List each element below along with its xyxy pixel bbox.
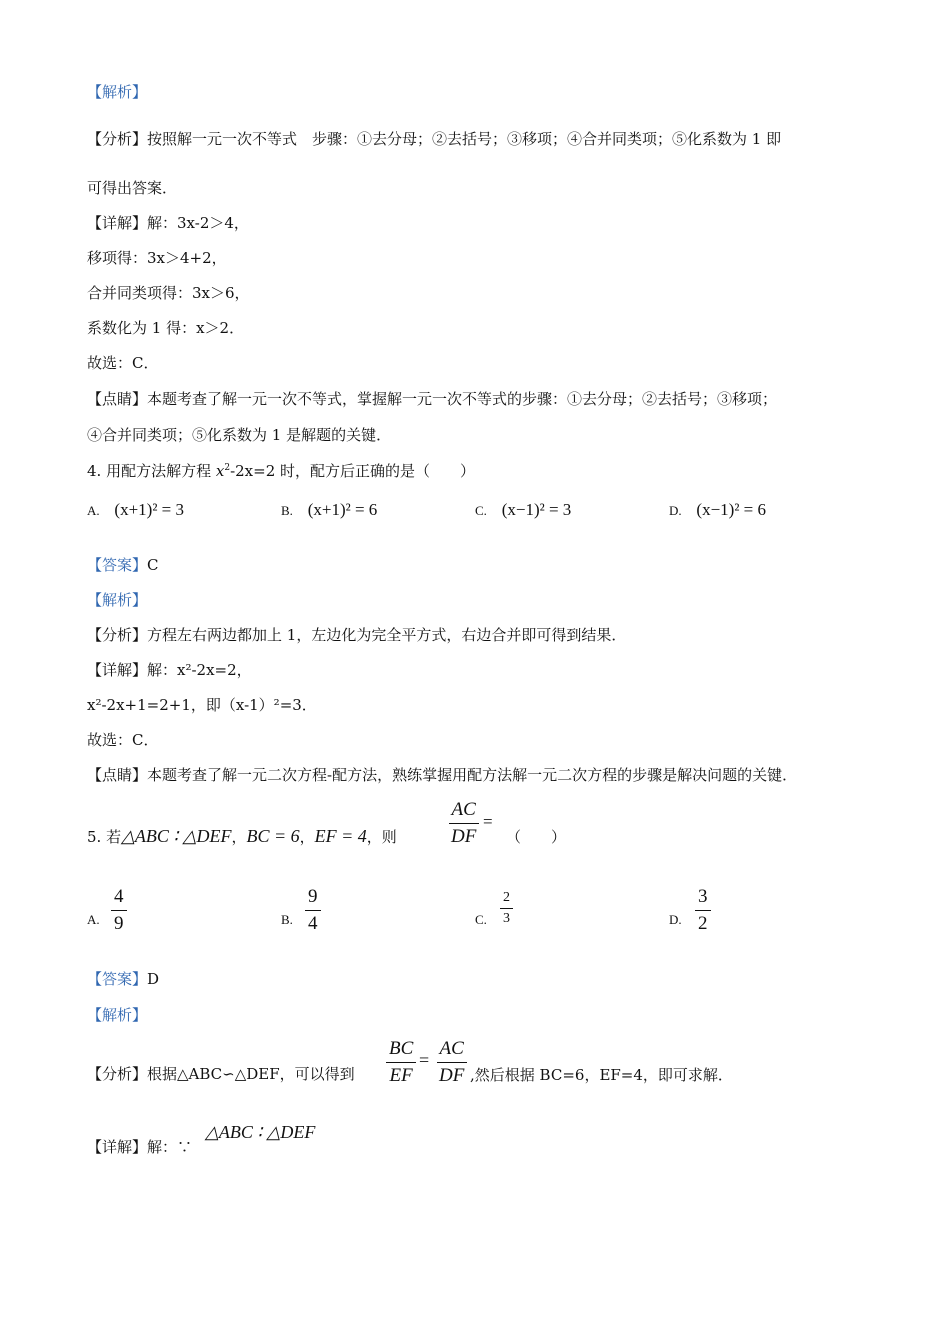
fenxi-text-a: 根据△ABC∽△DEF，可以得到 [147,1065,355,1083]
fraction-denominator: 4 [308,913,318,934]
jiexi-heading: 【解析】 [87,83,148,101]
q4-stem-rest: -2x=2 时，配方后正确的是（ ） [230,462,476,480]
q4-stem-prefix: 4. 用配方法解方程 [87,462,216,480]
q3-xiangjie [87,213,249,233]
dianjing-tag: 【点睛】 [87,390,148,408]
q3-fenxi-cont: 可得出答案． [87,179,178,197]
q3-step2: 合并同类项得：3x＞6， [87,284,250,302]
q5-stem-ef: EF = 4 [314,826,367,846]
q5-stem-paren: （ ） [506,828,567,846]
q4-jiexi: 【解析】 [87,591,148,609]
q5-fenxi-eq: = [419,1050,430,1070]
fenxi-text: 按照解一元一次不等式 步骤：①去分母；②去括号；③移项；④合并同类项；⑤化系数为 1 即 [147,130,782,148]
q4-option-c[interactable] [475,500,571,520]
q5-fenxi [87,1064,355,1084]
q4-option-b[interactable] [281,500,377,520]
q5-fenxi-text-b: ,然后根据 BC=6，EF=4，即可求解． [470,1066,733,1084]
dianjing-tag: 【点睛】 [87,766,148,784]
q4-stem [87,461,475,481]
xiangjie-text: 解：∵ [147,1138,193,1156]
fenxi-tag: 【分析】 [87,1065,148,1083]
option-fraction [500,888,513,929]
q5-stem-then: ，则 [366,828,397,846]
xiangjie-tag: 【详解】 [87,1138,148,1156]
q4-xiangjie [87,660,252,680]
q3-dianjing-cont: ④合并同类项；⑤化系数为 1 是解题的关键． [87,426,392,444]
option-label: C. [475,912,487,927]
fraction-denominator: DF [451,826,477,847]
q3-choose: 故选：C． [87,354,159,372]
q5-jiexi: 【解析】 [87,1006,148,1024]
answer-tag: 【答案】 [87,970,148,988]
option-expr: (x+1)² = 3 [114,500,185,519]
xiangjie-tag: 【详解】 [87,661,148,679]
q3-step3: 系数化为 1 得：x＞2． [87,319,245,337]
option-fraction [111,884,127,937]
q4-answer [87,555,159,575]
fenxi-tag: 【分析】 [87,626,148,644]
option-fraction [695,884,711,937]
option-label: C. [475,503,487,518]
option-expr: (x−1)² = 3 [501,500,572,519]
q5-fenxi-fraction-bc-ef [386,1036,416,1089]
option-label: D. [669,503,682,518]
dianjing-text: 本题考查了解一元二次方程-配方法，熟练掌握用配方法解一元二次方程的步骤是解决问题的关键． [147,766,798,784]
q3-fenxi [87,129,781,149]
xiangjie-text: 解：x²-2x=2， [147,661,252,679]
option-label: D. [669,912,682,927]
q5-stem-prefix: 5. 若 [87,828,122,846]
q5-stem-similar: △ABC ∶ △DEF [121,826,232,846]
xiangjie-tag: 【详解】 [87,214,148,232]
xiangjie-text: 解：3x-2＞4， [147,214,249,232]
fenxi-text: 方程左右两边都加上 1，左边化为完全平方式，右边合并即可得到结果． [147,626,627,644]
q4-step1: x²-2x+1=2+1，即（x-1）²=3． [87,696,317,714]
q5-stem-bc: BC = 6 [246,826,300,846]
fraction-numerator: 4 [111,884,127,911]
option-fraction [305,884,321,937]
q5-xiangjie-similar: △ABC ∶ △DEF [205,1122,316,1142]
dianjing-text: 本题考查了解一元一次不等式，掌握解一元一次不等式的步骤：①去分母；②去括号；③移项； [147,390,778,408]
fraction-numerator: 3 [695,884,711,911]
q4-choose: 故选：C． [87,731,159,749]
fraction-numerator: AC [449,797,479,824]
option-label: A. [87,503,100,518]
fenxi-tag: 【分析】 [87,130,148,148]
fraction-numerator: 9 [305,884,321,911]
fraction-denominator: 3 [503,911,510,926]
fraction-denominator: EF [389,1065,413,1086]
q4-fenxi [87,625,626,645]
option-expr: (x−1)² = 6 [696,500,767,519]
q5-stem-fraction [448,797,479,850]
q5-stem-eq: = [483,812,493,831]
q4-stem-x: x [215,462,225,480]
fraction-numerator: AC [437,1036,467,1063]
q3-dianjing [87,389,777,409]
fraction-denominator: 2 [698,913,708,934]
option-expr: (x+1)² = 6 [307,500,378,519]
q4-stem-exp: 2 [224,463,231,473]
q4-option-a[interactable] [87,500,184,520]
answer-value: C [147,556,159,574]
answer-tag: 【答案】 [87,556,148,574]
q5-stem: 5. 若△ABC ∶ △DEF，BC = 6，EF = 4，则 [87,826,397,846]
answer-value: D [147,970,160,988]
option-label: B. [281,503,293,518]
q5-fenxi-fraction-ac-df [436,1036,467,1089]
q5-answer [87,969,159,989]
fraction-denominator: 9 [114,913,124,934]
fenxi-text-b: 然后根据 BC=6，EF=4，即可求解． [474,1066,733,1084]
q4-option-d[interactable] [669,500,766,520]
q3-step1: 移项得：3x＞4+2， [87,249,227,267]
option-label: A. [87,912,100,927]
fraction-denominator: DF [439,1065,465,1086]
q4-dianjing [87,765,797,785]
fraction-numerator: BC [386,1036,416,1063]
option-label: B. [281,912,293,927]
fraction-numerator: 2 [500,888,513,909]
q5-xiangjie [87,1137,192,1157]
